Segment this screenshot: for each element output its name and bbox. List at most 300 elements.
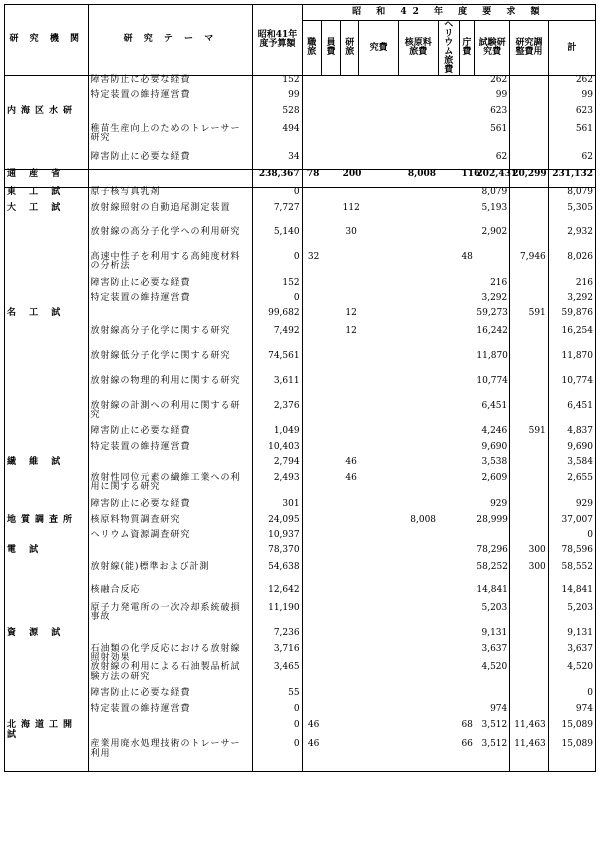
fy42-cell-7: 2,609 bbox=[474, 474, 509, 500]
theme-cell: 核融合反応 bbox=[88, 586, 253, 604]
fy41-cell: 10,403 bbox=[253, 443, 302, 458]
fy42-cell-5 bbox=[438, 91, 459, 107]
fy42-cell-1 bbox=[321, 689, 340, 705]
fy42-cell-4 bbox=[398, 689, 438, 705]
fy42-cell-0 bbox=[302, 279, 321, 294]
fy41-cell: 528 bbox=[253, 107, 302, 125]
theme-cell: 障害防止に必要な経費 bbox=[88, 427, 253, 443]
table-row bbox=[5, 327, 596, 352]
theme-cell: 放射線高分子化学に関する研究 bbox=[88, 327, 253, 352]
fy42-cell-1 bbox=[321, 721, 340, 740]
table-row bbox=[5, 427, 596, 443]
fy42-cell-5 bbox=[438, 443, 459, 458]
table-row bbox=[5, 91, 596, 107]
fy42-cell-2 bbox=[341, 500, 359, 516]
institution-cell bbox=[5, 663, 89, 689]
institution-cell bbox=[5, 689, 89, 705]
fy42-cell-2 bbox=[341, 188, 359, 204]
fy42-cell-7 bbox=[474, 253, 509, 279]
fy42-cell-3 bbox=[359, 279, 399, 294]
fy42-cell-3 bbox=[359, 107, 399, 125]
fy42-cell-8: 591 bbox=[510, 309, 549, 327]
fy41-cell: 0 bbox=[253, 705, 302, 721]
theme-cell: 障害防止に必要な経費 bbox=[88, 500, 253, 516]
fy42-cell-5 bbox=[438, 402, 459, 427]
fy42-cell-0: 32 bbox=[307, 251, 320, 262]
fy42-cell-2 bbox=[341, 663, 359, 689]
fy42-cell-5 bbox=[438, 474, 459, 500]
fy42-cell-3 bbox=[359, 402, 399, 427]
fy42-cell-2 bbox=[341, 563, 359, 586]
fy42-cell-1 bbox=[321, 563, 340, 586]
fy42-cell-8 bbox=[510, 604, 549, 629]
fy42-cell-1 bbox=[321, 377, 340, 402]
fy42-cell-4 bbox=[398, 107, 438, 125]
fy42-cell-5 bbox=[438, 170, 459, 188]
fy42-cell-7: 99 bbox=[474, 91, 509, 107]
table-row bbox=[5, 721, 596, 740]
fy42-cell-7: 9,690 bbox=[474, 443, 509, 458]
fy42-cell-1 bbox=[321, 546, 340, 563]
fy42-cell-0 bbox=[302, 474, 321, 500]
fy42-cell-9: 78,596 bbox=[548, 546, 595, 563]
institution-cell bbox=[5, 352, 89, 377]
fy42-cell-8 bbox=[510, 352, 549, 377]
fy42-cell-0 bbox=[302, 443, 321, 458]
fy42-cell-7: 58,252 bbox=[474, 563, 509, 586]
fy42-cell-3 bbox=[359, 629, 399, 645]
fy42-cell-2: 12 bbox=[345, 307, 357, 318]
theme-cell: 原子力発電所の一次冷却系統破損事故 bbox=[88, 604, 253, 629]
fy42-cell-8 bbox=[510, 228, 549, 253]
table-row bbox=[5, 170, 596, 188]
fy42-cell-7: 11,870 bbox=[474, 352, 509, 377]
fy42-cell-6 bbox=[459, 531, 474, 546]
fy42-cell-6 bbox=[459, 377, 474, 402]
institution-cell bbox=[5, 76, 89, 91]
fy42-cell-8 bbox=[510, 377, 549, 402]
institution-cell bbox=[5, 294, 89, 309]
institution-cell bbox=[5, 153, 89, 170]
header-col-4: 核原料旅費 bbox=[398, 21, 438, 76]
fy42-cell-5 bbox=[438, 546, 459, 563]
theme-cell bbox=[88, 721, 253, 740]
fy42-cell-3 bbox=[359, 427, 399, 443]
fy42-cell-0 bbox=[302, 402, 321, 427]
theme-cell bbox=[88, 170, 253, 188]
fy42-cell-0 bbox=[302, 377, 321, 402]
theme-cell bbox=[88, 107, 253, 125]
theme-cell bbox=[88, 458, 253, 474]
table-row bbox=[5, 705, 596, 721]
fy42-cell-8 bbox=[510, 689, 549, 705]
fy42-cell-6: 68 bbox=[461, 720, 473, 731]
institution-cell bbox=[5, 327, 89, 352]
theme-cell: 特定装置の維持運営費 bbox=[88, 443, 253, 458]
fy42-cell-3 bbox=[359, 645, 399, 664]
table-body bbox=[5, 76, 596, 772]
fy42-cell-2 bbox=[341, 279, 359, 294]
fy42-cell-8: 20,299 bbox=[510, 170, 549, 188]
fy42-cell-8 bbox=[510, 125, 549, 153]
fy42-cell-1 bbox=[321, 107, 340, 125]
fy42-cell-6: 48 bbox=[461, 251, 473, 262]
fy42-cell-0 bbox=[302, 204, 321, 228]
theme-cell: 特定装置の維持運営費 bbox=[88, 705, 253, 721]
fy41-cell: 1,049 bbox=[253, 427, 302, 443]
table-row bbox=[5, 188, 596, 204]
fy42-cell-7: 14,841 bbox=[474, 586, 509, 604]
fy42-cell-7: 62 bbox=[474, 153, 509, 170]
fy42-cell-8 bbox=[510, 107, 549, 125]
fy42-cell-3 bbox=[359, 125, 399, 153]
fy42-cell-2 bbox=[341, 604, 359, 629]
fy42-cell-2 bbox=[341, 294, 359, 309]
fy42-cell-8 bbox=[510, 327, 549, 352]
fy42-cell-1 bbox=[321, 645, 340, 664]
fy42-cell-3 bbox=[359, 294, 399, 309]
fy42-cell-6 bbox=[459, 188, 474, 204]
fy42-cell-8 bbox=[510, 705, 549, 721]
fy42-cell-7: 5,203 bbox=[474, 604, 509, 629]
fy42-cell-0 bbox=[302, 327, 321, 352]
fy41-cell: 494 bbox=[253, 125, 302, 153]
fy42-cell-1 bbox=[321, 279, 340, 294]
fy42-cell-2 bbox=[341, 377, 359, 402]
fy41-cell: 0 bbox=[253, 721, 302, 740]
fy42-cell-7: 10,774 bbox=[474, 377, 509, 402]
table-row bbox=[5, 586, 596, 604]
institution-cell: 名 工 試 bbox=[5, 309, 89, 327]
fy41-cell: 55 bbox=[253, 689, 302, 705]
table-row bbox=[5, 458, 596, 474]
fy42-cell-7: 6,451 bbox=[474, 402, 509, 427]
fy42-cell-5 bbox=[438, 228, 459, 253]
table-row bbox=[5, 279, 596, 294]
fy42-cell-3 bbox=[359, 586, 399, 604]
fy42-cell-9: 9,131 bbox=[548, 629, 595, 645]
fy42-cell-6 bbox=[459, 153, 474, 170]
fy42-cell-7: 5,193 bbox=[474, 204, 509, 228]
header-col-8: 研究調整費用 bbox=[510, 21, 549, 76]
fy41-cell: 3,611 bbox=[253, 377, 302, 402]
table-row bbox=[5, 153, 596, 170]
fy42-cell-1 bbox=[321, 705, 340, 721]
fy42-cell-2 bbox=[341, 721, 359, 740]
theme-cell: 放射線の物理的利用に関する研究 bbox=[88, 377, 253, 402]
fy42-cell-8 bbox=[510, 153, 549, 170]
institution-cell bbox=[5, 427, 89, 443]
header-fy41: 昭和41年度予算額 bbox=[253, 5, 302, 76]
fy42-cell-3 bbox=[359, 204, 399, 228]
fy42-cell-6 bbox=[459, 546, 474, 563]
fy42-cell-8 bbox=[510, 76, 549, 91]
institution-cell bbox=[5, 253, 89, 279]
institution-cell: 東 工 試 bbox=[5, 188, 89, 204]
theme-cell: ヘリウム資源調査研究 bbox=[88, 531, 253, 546]
table-row bbox=[5, 629, 596, 645]
fy42-cell-0 bbox=[302, 563, 321, 586]
fy42-cell-9: 2,932 bbox=[548, 228, 595, 253]
fy41-cell: 10,937 bbox=[253, 531, 302, 546]
fy42-cell-7: 623 bbox=[474, 107, 509, 125]
fy42-cell-7: 561 bbox=[474, 125, 509, 153]
fy42-cell-8: 11,463 bbox=[510, 740, 549, 771]
fy42-cell-2 bbox=[341, 125, 359, 153]
fy42-cell-5 bbox=[438, 721, 459, 740]
header-col-0: 職旅 bbox=[302, 21, 321, 76]
fy42-cell-1 bbox=[321, 604, 340, 629]
fy42-cell-3 bbox=[359, 76, 399, 91]
fy42-cell-8: 11,463 bbox=[510, 721, 549, 740]
institution-cell: 資 源 試 bbox=[5, 629, 89, 645]
fy42-cell-5 bbox=[438, 204, 459, 228]
fy41-cell: 7,236 bbox=[253, 629, 302, 645]
fy41-cell: 2,493 bbox=[253, 474, 302, 500]
fy41-cell: 5,140 bbox=[253, 228, 302, 253]
theme-cell: 放射性同位元素の繊維工業への利用に関する研究 bbox=[88, 474, 253, 500]
fy42-cell-6 bbox=[459, 474, 474, 500]
fy42-cell-9: 0 bbox=[548, 689, 595, 705]
table-row bbox=[5, 546, 596, 563]
fy42-cell-8 bbox=[510, 458, 549, 474]
fy42-cell-9: 10,774 bbox=[548, 377, 595, 402]
fy42-cell-2 bbox=[341, 402, 359, 427]
fy42-cell-1 bbox=[321, 170, 340, 188]
fy42-cell-8 bbox=[510, 500, 549, 516]
fy42-cell-0: 78 bbox=[302, 170, 321, 188]
theme-cell: 放射線の高分子化学への利用研究 bbox=[88, 228, 253, 253]
fy42-cell-5 bbox=[438, 586, 459, 604]
fy42-cell-6 bbox=[459, 604, 474, 629]
fy42-cell-5 bbox=[438, 563, 459, 586]
fy42-cell-9: 16,254 bbox=[548, 327, 595, 352]
fy42-cell-8: 7,946 bbox=[510, 253, 549, 279]
fy42-cell-6 bbox=[459, 516, 474, 531]
fy42-cell-1 bbox=[321, 228, 340, 253]
theme-cell: 放射線(能)標準および計測 bbox=[88, 563, 253, 586]
institution-cell bbox=[5, 474, 89, 500]
fy42-cell-4 bbox=[398, 377, 438, 402]
fy42-cell-1 bbox=[321, 531, 340, 546]
fy42-cell-0 bbox=[302, 663, 321, 689]
fy41-cell: 34 bbox=[253, 153, 302, 170]
fy42-cell-3 bbox=[359, 327, 399, 352]
theme-cell: 放射線照射の自動追尾測定装置 bbox=[88, 204, 253, 228]
theme-cell: 原子核写真乳剤 bbox=[88, 188, 253, 204]
fy42-cell-2: 30 bbox=[345, 226, 357, 237]
theme-cell bbox=[88, 629, 253, 645]
fy42-cell-5 bbox=[438, 500, 459, 516]
institution-cell: 大 工 試 bbox=[5, 204, 89, 228]
fy42-cell-4 bbox=[398, 604, 438, 629]
theme-cell: 障害防止に必要な経費 bbox=[88, 153, 253, 170]
table-row bbox=[5, 500, 596, 516]
fy42-cell-1 bbox=[321, 474, 340, 500]
fy42-cell-3 bbox=[359, 500, 399, 516]
fy41-cell: 2,376 bbox=[253, 402, 302, 427]
fy42-cell-5 bbox=[438, 309, 459, 327]
fy42-cell-2 bbox=[341, 91, 359, 107]
fy42-cell-7: 8,079 bbox=[474, 188, 509, 204]
fy41-cell: 301 bbox=[253, 500, 302, 516]
fy42-cell-0 bbox=[302, 500, 321, 516]
institution-cell bbox=[5, 377, 89, 402]
fy42-cell-1 bbox=[321, 402, 340, 427]
fy42-cell-1 bbox=[321, 458, 340, 474]
fy42-cell-0 bbox=[302, 91, 321, 107]
fy42-cell-9: 5,305 bbox=[548, 204, 595, 228]
fy42-cell-4 bbox=[398, 563, 438, 586]
fy42-cell-1 bbox=[321, 663, 340, 689]
fy42-cell-6 bbox=[459, 107, 474, 125]
fy42-cell-0 bbox=[302, 309, 321, 327]
fy41-cell: 78,370 bbox=[253, 546, 302, 563]
institution-cell bbox=[5, 443, 89, 458]
fy42-cell-7: 262 bbox=[474, 76, 509, 91]
fy42-cell-6 bbox=[459, 443, 474, 458]
fy41-cell: 152 bbox=[253, 76, 302, 91]
fy42-cell-8: 300 bbox=[510, 563, 549, 586]
fy42-cell-4 bbox=[398, 309, 438, 327]
fy42-cell-1 bbox=[321, 586, 340, 604]
fy42-cell-6 bbox=[459, 458, 474, 474]
institution-cell: 繊 維 試 bbox=[5, 458, 89, 474]
fy42-cell-7: 3,538 bbox=[474, 458, 509, 474]
fy42-cell-0 bbox=[302, 294, 321, 309]
fy42-cell-4 bbox=[398, 253, 438, 279]
fy42-cell-3 bbox=[359, 443, 399, 458]
fy42-cell-7: 3,512 bbox=[474, 721, 509, 740]
fy42-cell-8 bbox=[510, 531, 549, 546]
theme-cell: 稚苗生産向上のためのトレーサー研究 bbox=[88, 125, 253, 153]
theme-cell: 障害防止に必要な経費 bbox=[88, 279, 253, 294]
fy42-cell-7: 16,242 bbox=[474, 327, 509, 352]
fy42-cell-7: 9,131 bbox=[474, 629, 509, 645]
theme-cell: 障害防止に必要な経費 bbox=[88, 76, 253, 91]
fy42-cell-5 bbox=[438, 76, 459, 91]
fy42-cell-3 bbox=[359, 188, 399, 204]
fy42-cell-9: 9,690 bbox=[548, 443, 595, 458]
fy42-cell-5 bbox=[438, 516, 459, 531]
fy42-cell-5 bbox=[438, 663, 459, 689]
theme-cell: 特定装置の維持運営費 bbox=[88, 91, 253, 107]
theme-cell: 核原料物質調査研究 bbox=[88, 516, 253, 531]
fy42-cell-3 bbox=[359, 170, 399, 188]
institution-cell: 北海道工開試 bbox=[5, 721, 89, 740]
table-row bbox=[5, 204, 596, 228]
fy42-cell-9: 99 bbox=[548, 91, 595, 107]
fy42-cell-0 bbox=[302, 645, 321, 664]
table-row bbox=[5, 474, 596, 500]
fy42-cell-1 bbox=[321, 443, 340, 458]
table-row bbox=[5, 228, 596, 253]
fy41-cell: 99 bbox=[253, 91, 302, 107]
fy42-cell-7: 3,512 bbox=[474, 740, 509, 771]
fy42-cell-7: 929 bbox=[474, 500, 509, 516]
fy42-cell-9: 14,841 bbox=[548, 586, 595, 604]
institution-cell bbox=[5, 500, 89, 516]
fy42-cell-5 bbox=[438, 253, 459, 279]
fy41-cell: 24,095 bbox=[253, 516, 302, 531]
institution-cell bbox=[5, 125, 89, 153]
fy42-cell-5 bbox=[438, 427, 459, 443]
institution-cell bbox=[5, 279, 89, 294]
fy42-cell-8 bbox=[510, 402, 549, 427]
fy42-cell-5 bbox=[438, 327, 459, 352]
institution-cell bbox=[5, 228, 89, 253]
fy42-cell-2 bbox=[341, 153, 359, 170]
fy42-cell-2 bbox=[341, 516, 359, 531]
fy42-cell-5 bbox=[438, 377, 459, 402]
fy42-cell-3 bbox=[359, 663, 399, 689]
fy42-cell-9: 58,552 bbox=[548, 563, 595, 586]
fy42-cell-7 bbox=[474, 689, 509, 705]
fy42-cell-6 bbox=[459, 76, 474, 91]
fy42-cell-8 bbox=[510, 91, 549, 107]
fy42-cell-2 bbox=[341, 705, 359, 721]
fy42-cell-3 bbox=[359, 689, 399, 705]
fy42-cell-5 bbox=[438, 531, 459, 546]
fy41-cell: 74,561 bbox=[253, 352, 302, 377]
fy42-cell-6 bbox=[459, 402, 474, 427]
fy42-cell-4 bbox=[398, 402, 438, 427]
header-col-3: 究費 bbox=[359, 21, 399, 76]
fy42-cell-5 bbox=[438, 352, 459, 377]
table-row bbox=[5, 443, 596, 458]
institution-cell bbox=[5, 645, 89, 664]
fy42-cell-9: 262 bbox=[548, 76, 595, 91]
theme-cell: 産業用廃水処理技術のトレーサー利用 bbox=[88, 740, 253, 771]
fy42-cell-4 bbox=[398, 629, 438, 645]
fy42-cell-4 bbox=[398, 645, 438, 664]
fy42-cell-9: 59,876 bbox=[548, 309, 595, 327]
institution-cell bbox=[5, 705, 89, 721]
fy42-cell-6 bbox=[459, 563, 474, 586]
fy42-cell-2 bbox=[341, 629, 359, 645]
institution-cell bbox=[5, 531, 89, 546]
table-row bbox=[5, 516, 596, 531]
table-row bbox=[5, 563, 596, 586]
table-row bbox=[5, 253, 596, 279]
fy42-cell-1 bbox=[321, 352, 340, 377]
budget-table bbox=[4, 4, 596, 772]
fy42-cell-1 bbox=[321, 327, 340, 352]
fy42-cell-9: 0 bbox=[548, 531, 595, 546]
fy42-cell-9: 561 bbox=[548, 125, 595, 153]
fy42-cell-3 bbox=[359, 153, 399, 170]
fy42-cell-2: 112 bbox=[342, 202, 360, 213]
fy42-cell-2 bbox=[341, 76, 359, 91]
fy42-cell-6 bbox=[459, 294, 474, 309]
fy41-cell: 3,465 bbox=[253, 663, 302, 689]
fy41-cell: 0 bbox=[253, 294, 302, 309]
theme-cell: 高速中性子を利用する高純度材料の分析法 bbox=[88, 253, 253, 279]
theme-cell bbox=[88, 309, 253, 327]
fy42-cell-0: 46 bbox=[307, 720, 320, 731]
fy42-cell-9: 3,637 bbox=[548, 645, 595, 664]
fy41-cell: 0 bbox=[253, 253, 302, 279]
fy41-cell: 0 bbox=[253, 740, 302, 771]
fy42-cell-4 bbox=[398, 294, 438, 309]
fy42-cell-8 bbox=[510, 279, 549, 294]
fy42-cell-4 bbox=[398, 327, 438, 352]
fy42-cell-9: 11,870 bbox=[548, 352, 595, 377]
fy42-cell-7: 28,999 bbox=[474, 516, 509, 531]
fy42-cell-7: 202,431 bbox=[474, 170, 509, 188]
fy42-cell-9: 37,007 bbox=[548, 516, 595, 531]
fy42-cell-8 bbox=[510, 294, 549, 309]
